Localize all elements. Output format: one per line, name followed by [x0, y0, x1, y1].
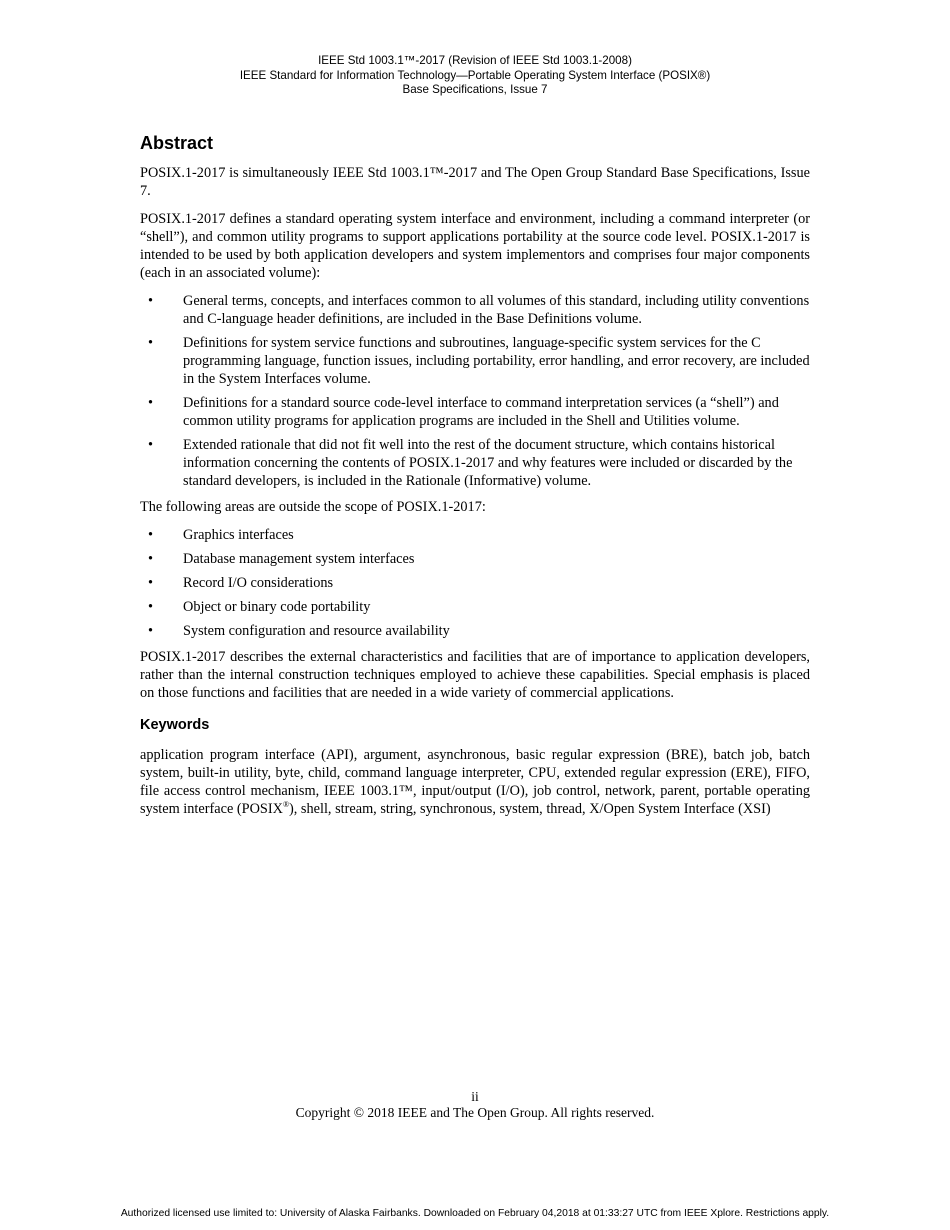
- list-item: • Record I/O considerations: [148, 575, 334, 591]
- copyright-notice: Copyright © 2018 IEEE and The Open Group. All rights reserved.: [295, 1105, 655, 1120]
- list-item: • Graphics interfaces: [148, 527, 294, 543]
- page-footer: [0, 1089, 950, 1121]
- list-item: • Definitions for a standard source code-level interface to command interpretation services (a “shell”) and common utility programs for application programs are included in the Shell and Utilities volume.: [148, 395, 779, 429]
- abstract-paragraph-2: POSIX.1-2017 defines a standard operating system interface and environment, including a command interpreter (or “shell”), and common utility programs to support applications portability at the source code level. POSIX.1-2017 is intended to be used by both application developers and system implementors and comprises four major components (each in an associated volume):: [140, 211, 810, 281]
- license-notice: Authorized licensed use limited to: University of Alaska Fairbanks. Downloaded on February 04,2018 at 01:33:27 UTC from IEEE Xplore. Restrictions apply.: [120, 1208, 830, 1219]
- running-header: [0, 54, 950, 98]
- bullet-icon: •: [148, 293, 154, 309]
- keywords-text: application program interface (API), argument, asynchronous, basic regular expression (BRE), batch job, batch system, built-in utility, byte, child, command language interpreter, CPU, extended regular expression (ERE), FIFO, file access control mechanism, IEEE 1003.1™, input/output (I/O), job control, network, parent, portable operating system interface (POSIX®), shell, stream, string, synchronous, system, thread, X/Open System Interface (XSI): [140, 747, 810, 817]
- bullet-icon: •: [148, 623, 154, 639]
- header-line-2: IEEE Standard for Information Technology—Portable Operating System Interface (POSIX®): [239, 68, 711, 82]
- list-item: • Extended rationale that did not fit well into the rest of the document structure, which contains historical information concerning the contents of POSIX.1-2017 and why features were included or discarded by the standard developers, is included in the Rationale (Informative) volume.: [148, 437, 793, 489]
- bullet-icon: •: [148, 551, 154, 567]
- abstract-paragraph-3: POSIX.1-2017 describes the external characteristics and facilities that are of importance to application developers, rather than the internal construction techniques employed to achieve these capabilities. Special emphasis is placed on those functions and facilities that are needed in a wide variety of commercial applications.: [140, 649, 810, 701]
- header-line-1: IEEE Std 1003.1™-2017 (Revision of IEEE Std 1003.1-2008): [318, 54, 632, 67]
- keywords-heading: Keywords: [140, 717, 210, 733]
- abstract-heading: Abstract: [140, 133, 214, 153]
- list-item: • General terms, concepts, and interfaces common to all volumes of this standard, including utility conventions and C-language header definitions, are included in the Base Definitions volume.: [148, 293, 810, 327]
- out-of-scope-list: [140, 526, 810, 640]
- bullet-icon: •: [148, 575, 154, 591]
- scope-intro: The following areas are outside the scope of POSIX.1-2017:: [140, 499, 486, 515]
- bullet-icon: •: [148, 335, 154, 351]
- list-item: • Database management system interfaces: [148, 551, 415, 567]
- abstract-paragraph-1: POSIX.1-2017 is simultaneously IEEE Std 1003.1™-2017 and The Open Group Standard Base Specifications, Issue 7.: [140, 165, 810, 199]
- bullet-icon: •: [148, 599, 154, 615]
- list-item: • Definitions for system service functions and subroutines, language-specific system services for the C programming language, function issues, including portability, error handling, and error recovery, are included in the System Interfaces volume.: [148, 335, 810, 387]
- bullet-icon: •: [148, 395, 154, 411]
- list-item: • Object or binary code portability: [148, 599, 371, 615]
- list-item: • System configuration and resource availability: [148, 623, 450, 639]
- page-number: ii: [471, 1089, 479, 1104]
- page-body: [140, 128, 810, 828]
- bullet-icon: •: [148, 527, 154, 543]
- header-line-3: Base Specifications, Issue 7: [402, 83, 548, 96]
- bullet-icon: •: [148, 437, 154, 453]
- registered-mark: ®: [282, 800, 290, 810]
- components-list: [140, 292, 810, 490]
